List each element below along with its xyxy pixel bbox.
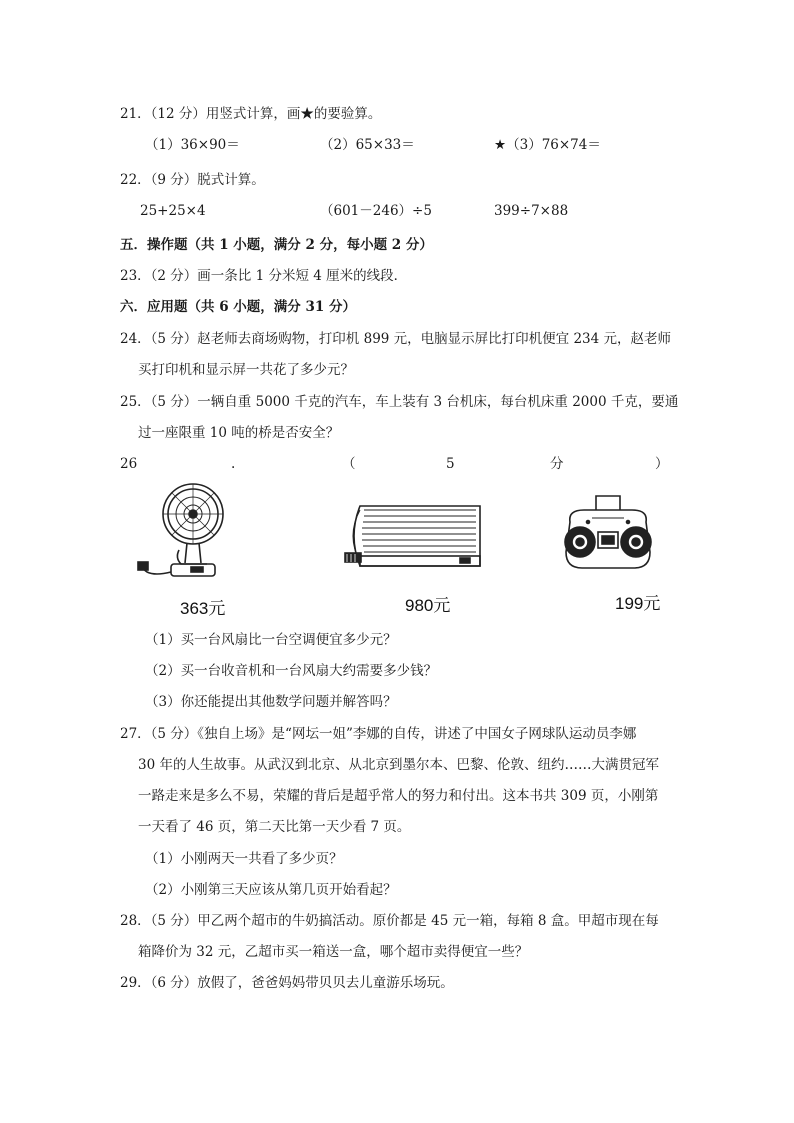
- q22-item-3: 399÷7×88: [494, 203, 569, 219]
- q22-stem: 22．（9 分）脱式计算。: [120, 172, 265, 188]
- q23-text: 23．（2 分）画一条比 1 分米短 4 厘米的线段．: [120, 268, 408, 284]
- q25-line-1: 25．（5 分）一辆自重 5000 千克的汽车，车上装有 3 台机床，每台机床重 2000 千克，要通: [120, 394, 679, 410]
- q21-item-2: （2）65×33＝: [320, 137, 415, 153]
- radio-icon: [558, 492, 658, 572]
- q28-line-2: 箱降价为 32 元，乙超市买一箱送一盒，哪个超市卖得便宜一些？: [138, 944, 529, 960]
- air-conditioner-icon: [340, 496, 490, 576]
- q21-stem: 21．（12 分）用竖式计算，画★的要验算。: [120, 106, 382, 122]
- q27-line-1: 27．（5 分）《独自上场》是“网坛一姐”李娜的自传，讲述了中国女子网球队运动员李娜: [120, 726, 637, 742]
- q26-paren-open: （: [342, 456, 356, 472]
- q27-line-3: 一路走来是多么不易，荣耀的背后是超乎常人的努力和付出。这本书共 309 页，小刚第: [138, 788, 659, 804]
- q21-item-1: （1）36×90＝: [145, 137, 240, 153]
- q26-paren-close: ）: [655, 456, 669, 472]
- q27-sub-1: （1）小刚两天一共看了多少页？: [145, 851, 343, 867]
- q21-item-3: ★（3）76×74＝: [494, 137, 601, 153]
- q29-text: 29．（6 分）放假了，爸爸妈妈带贝贝去儿童游乐场玩。: [120, 975, 454, 991]
- price-fan: 363元: [180, 599, 226, 618]
- price-air-conditioner: 980元: [405, 596, 451, 615]
- q27-line-2: 30 年的人生故事。从武汉到北京、从北京到墨尔本、巴黎、伦敦、纽约……大满贯冠军: [138, 757, 659, 773]
- q26-score: 5: [446, 456, 455, 472]
- q22-item-2: （601－246）÷5: [320, 203, 432, 219]
- fan-icon: [135, 478, 235, 588]
- q26-number: 26: [120, 456, 138, 472]
- q24-line-2: 买打印机和显示屏一共花了多少元？: [138, 362, 354, 378]
- q27-sub-2: （2）小刚第三天应该从第几页开始看起？: [145, 882, 397, 898]
- section5-title: 五．操作题（共 1 小题，满分 2 分，每小题 2 分）: [120, 237, 433, 253]
- q26-dot: .: [231, 456, 236, 472]
- q25-line-2: 过一座限重 10 吨的桥是否安全？: [138, 425, 340, 441]
- q26-sub-3: （3）你还能提出其他数学问题并解答吗？: [145, 694, 397, 710]
- q26-sub-2: （2）买一台收音机和一台风扇大约需要多少钱？: [145, 663, 438, 679]
- q24-line-1: 24．（5 分）赵老师去商场购物，打印机 899 元，电脑显示屏比打印机便宜 234 元，赵老师: [120, 331, 672, 347]
- q26-sub-1: （1）买一台风扇比一台空调便宜多少元？: [145, 632, 397, 648]
- q26-unit: 分: [550, 456, 564, 472]
- q28-line-1: 28．（5 分）甲乙两个超市的牛奶搞活动。原价都是 45 元一箱，每箱 8 盒。甲超市现在每: [120, 913, 659, 929]
- q27-line-4: 一天看了 46 页，第二天比第一天少看 7 页。: [138, 819, 411, 835]
- price-radio: 199元: [615, 594, 661, 613]
- q22-item-1: 25+25×4: [140, 203, 206, 219]
- section6-title: 六．应用题（共 6 小题，满分 31 分）: [120, 299, 356, 315]
